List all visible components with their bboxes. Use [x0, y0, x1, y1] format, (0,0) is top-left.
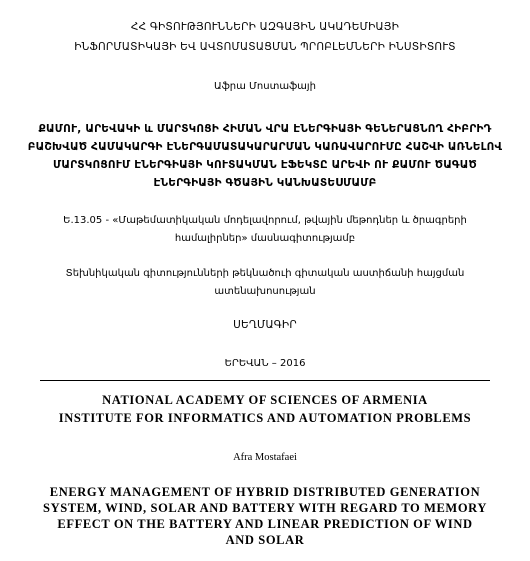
english-title-line: SYSTEM, WIND, SOLAR AND BATTERY WITH REGARD TO MEMORY — [43, 501, 487, 515]
armenian-institute-name: ԻՆՖՈՐՄԱՏԻԿԱՅԻ ԵՎ ԱՎՏՈՄԱՏԱՑՄԱՆ ՊՐՈԲԼԵՄՆԵՐԻ ԻՆՍՏԻՏՈՒՏ — [74, 41, 456, 53]
english-institute-name: INSTITUTE FOR INFORMATICS AND AUTOMATION PROBLEMS — [58, 411, 472, 425]
english-academy-name: NATIONAL ACADEMY OF SCIENCES OF ARMENIA — [102, 393, 428, 407]
armenian-abstract-label: ՍԵՂՄԱԳԻՐ — [233, 319, 297, 331]
armenian-title-line: ԲԱՇԽՎԱԾ ՀԱՄԱԿԱՐԳԻ ԷՆԵՐԳԱՄԱՏԱԿԱՐԱՐՄԱՆ ԿԱՌԱՎԱՐՈՒՄԸ ՀԱՇՎԻ ԱՌՆԵԼՈՎ — [27, 141, 503, 153]
armenian-author-name: Աֆրա Մոստաֆայի — [214, 81, 316, 92]
english-title-line: ENERGY MANAGEMENT OF HYBRID DISTRIBUTED GENERATION — [49, 485, 481, 499]
armenian-title-line: ԷՆԵՐԳԻԱՅԻ ԳԾԱՅԻՆ ԿԱՆԽԱՏԵՍՄԱՄԲ — [153, 177, 377, 189]
armenian-specialty-line: համալիրներ» մասնագիտությամբ — [174, 233, 356, 244]
armenian-place-year: ԵՐԵՎԱՆ – 2016 — [224, 358, 306, 369]
armenian-specialty-line: Ե.13.05 - «Մաթեմատիկական մոդելավորում, թվային մեթոդներ և ծրագրերի — [63, 215, 467, 226]
english-title-line: AND SOLAR — [225, 533, 305, 547]
armenian-academy-name: ՀՀ ԳԻՏՈՒԹՅՈՒՆՆԵՐԻ ԱԶԳԱՅԻՆ ԱԿԱԴԵՄԻԱՅԻ — [130, 21, 400, 33]
english-title-line: EFFECT ON THE BATTERY AND LINEAR PREDICTION OF WIND — [57, 517, 473, 531]
armenian-degree-line: ատենախոսության — [214, 286, 316, 297]
english-author-name: Afra Mostafaei — [233, 452, 297, 463]
section-divider — [40, 380, 490, 381]
armenian-title-line: ՔԱՄՈՒ, ԱՐԵՎԱԿԻ և ՄԱՐՏԿՈՑԻ ՀԻՄԱՆ ՎՐԱ ԷՆԵՐԳԻԱՅԻ ԳԵՆԵՐԱՑՆՈՂ ՀԻԲՐԻԴ — [38, 123, 492, 135]
armenian-title-line: ՄԱՐՏԿՈՑՈՒՄ ԷՆԵՐԳԻԱՅԻ ԿՈՒՏԱԿՄԱՆ ԷՖԵԿՏԸ ԱՐԵՎԻ ՈՒ ՔԱՄՈՒ ԾԱԳԱԾ — [52, 159, 477, 171]
armenian-degree-line: Տեխնիկական գիտությունների թեկնածուի գիտական աստիճանի հայցման — [65, 268, 465, 279]
